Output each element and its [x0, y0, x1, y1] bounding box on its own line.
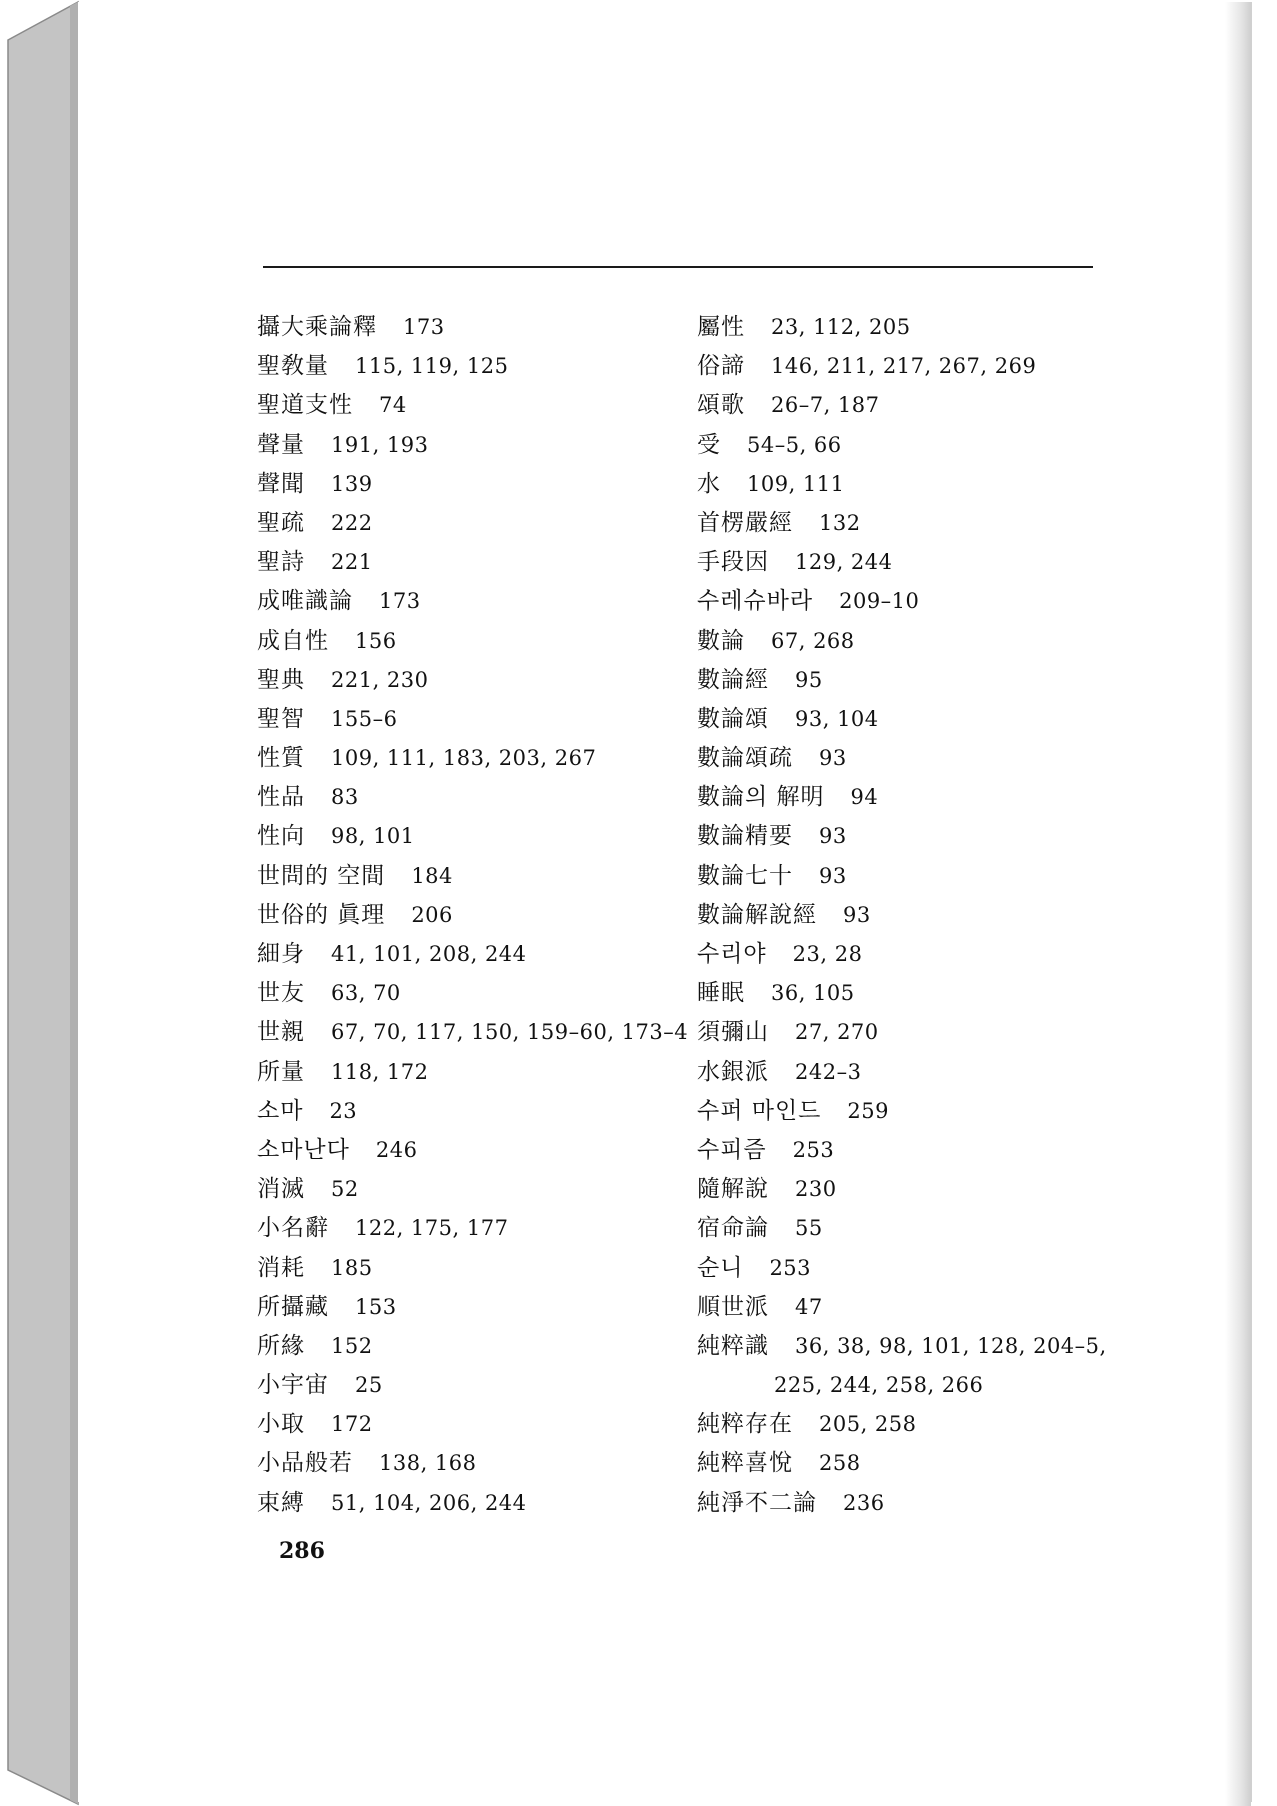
index-page-refs: 225, 244, 258, 266 — [774, 1373, 984, 1398]
index-page-refs: 118, 172 — [331, 1059, 429, 1084]
index-term: 手段因 — [697, 549, 769, 576]
index-page-refs: 63, 70 — [331, 981, 401, 1006]
index-entry — [697, 1013, 1117, 1052]
index-entry — [257, 386, 677, 425]
index-entry — [697, 582, 1117, 621]
index-page-refs: 236 — [843, 1490, 885, 1515]
index-page-refs: 152 — [331, 1333, 373, 1358]
index-entry — [257, 739, 677, 778]
index-entry — [697, 778, 1117, 817]
index-entry — [257, 347, 677, 386]
index-page-refs: 52 — [331, 1177, 359, 1202]
index-page-refs: 109, 111 — [747, 471, 845, 496]
index-page-refs: 83 — [331, 785, 359, 810]
page-number: 286 — [279, 1538, 325, 1564]
index-page-refs: 98, 101 — [331, 824, 415, 849]
index-term: 性品 — [257, 784, 305, 811]
index-page-refs: 23, 28 — [792, 942, 863, 966]
index-entry — [257, 974, 677, 1013]
index-page-refs: 94 — [850, 785, 879, 810]
index-entry — [697, 739, 1117, 778]
index-entry — [697, 1405, 1117, 1444]
index-term: 世俗的 眞理 — [257, 901, 386, 928]
index-entry — [257, 426, 677, 465]
index-term: 所攝藏 — [257, 1293, 329, 1320]
index-page-refs: 206 — [411, 902, 453, 927]
index-entry — [697, 1053, 1117, 1092]
index-term: 頌歌 — [697, 392, 745, 419]
index-term: 수레슈바라 — [697, 588, 814, 615]
index-entry — [697, 1131, 1117, 1170]
index-entry — [697, 1249, 1117, 1288]
index-page-refs: 93 — [819, 863, 847, 888]
index-entry — [697, 857, 1117, 896]
index-entry — [257, 1288, 677, 1327]
index-page-refs: 93, 104 — [795, 706, 879, 731]
index-page-refs: 26–7, 187 — [771, 393, 880, 418]
index-term: 小名辭 — [257, 1215, 329, 1242]
index-term: 須彌山 — [697, 1019, 769, 1046]
index-term: 所緣 — [257, 1332, 305, 1359]
index-term: 消耗 — [257, 1254, 305, 1281]
header-rule — [263, 266, 1093, 268]
index-entry — [257, 896, 677, 935]
index-entry — [697, 817, 1117, 856]
index-term: 聖智 — [257, 705, 305, 732]
index-term: 수피즘 — [697, 1136, 767, 1163]
index-entry — [697, 504, 1117, 543]
index-page-refs: 146, 211, 217, 267, 269 — [771, 354, 1037, 379]
index-entry — [257, 308, 677, 347]
index-entry — [697, 1092, 1117, 1131]
index-entry — [697, 661, 1117, 700]
index-term: 聖疏 — [257, 509, 305, 536]
index-term: 順世派 — [697, 1293, 769, 1320]
index-page-refs: 259 — [847, 1098, 889, 1123]
index-page-refs: 47 — [795, 1294, 823, 1319]
index-term: 聖典 — [257, 666, 305, 693]
index-page-refs: 23 — [329, 1098, 358, 1123]
index-page-refs: 93 — [843, 902, 871, 927]
index-page-refs: 25 — [355, 1373, 383, 1398]
index-entry — [697, 426, 1117, 465]
index-term: 數論解說經 — [697, 901, 817, 928]
index-entry — [257, 1405, 677, 1444]
index-term: 隨解說 — [697, 1176, 769, 1203]
index-page-refs: 115, 119, 125 — [355, 354, 509, 379]
index-entry — [697, 622, 1117, 661]
index-term: 聲聞 — [257, 470, 305, 497]
index-term: 細身 — [257, 941, 305, 967]
index-entry — [257, 1131, 677, 1170]
index-entry — [697, 1209, 1117, 1248]
index-term: 數論頌 — [697, 705, 769, 732]
index-term: 수리야 — [697, 941, 767, 967]
index-page-refs: 253 — [792, 1137, 835, 1162]
index-page-refs: 258 — [819, 1451, 861, 1476]
index-entry — [697, 896, 1117, 935]
index-page-refs: 67, 70, 117, 150, 159–60, 173–4 — [331, 1020, 689, 1045]
index-entry — [257, 465, 677, 504]
index-term: 屬性 — [697, 314, 745, 340]
index-entry — [697, 347, 1117, 386]
index-entry — [257, 700, 677, 739]
index-entry — [257, 1484, 677, 1523]
index-term: 束縛 — [257, 1489, 305, 1516]
index-page-refs: 54–5, 66 — [747, 432, 842, 457]
page-edge-shadow — [1225, 2, 1251, 1806]
index-term: 純粹存在 — [697, 1411, 793, 1438]
index-term: 世親 — [257, 1019, 305, 1046]
index-entry — [257, 1013, 689, 1052]
index-page-refs: 222 — [331, 510, 373, 535]
index-entry — [257, 1170, 677, 1209]
index-entry — [697, 543, 1117, 582]
index-page-refs: 173 — [379, 589, 421, 614]
index-page-refs: 221, 230 — [331, 667, 429, 692]
index-term: 聖詩 — [257, 549, 305, 576]
index-page-refs: 129, 244 — [795, 550, 893, 575]
index-page-refs: 95 — [795, 667, 823, 692]
index-entry — [257, 778, 677, 817]
index-page-refs: 156 — [355, 628, 397, 653]
index-term: 聖道支性 — [257, 392, 353, 419]
index-entry — [697, 700, 1117, 739]
index-page-refs: 93 — [819, 824, 847, 849]
index-page-refs: 23, 112, 205 — [771, 315, 911, 339]
index-page-refs: 139 — [331, 471, 373, 496]
index-entry — [697, 386, 1117, 425]
index-term: 世問的 空間 — [257, 862, 386, 889]
index-term: 純粹識 — [697, 1332, 769, 1359]
index-term: 수퍼 마인드 — [697, 1097, 822, 1124]
index-entry — [257, 1444, 677, 1483]
index-term: 首楞嚴經 — [697, 509, 793, 536]
index-entry — [697, 1444, 1117, 1483]
index-entry — [257, 504, 677, 543]
index-term: 消滅 — [257, 1176, 305, 1203]
index-term: 數論精要 — [697, 823, 793, 850]
index-term: 小宇宙 — [257, 1372, 329, 1399]
index-page-refs: 27, 270 — [795, 1020, 879, 1045]
index-entry — [257, 1092, 677, 1131]
index-term: 數論七十 — [697, 862, 793, 889]
index-term: 水 — [697, 470, 721, 497]
index-term: 世友 — [257, 980, 305, 1007]
index-entry — [697, 308, 1117, 347]
index-term: 純粹喜悅 — [697, 1450, 793, 1477]
index-term: 聖敎量 — [257, 353, 329, 380]
index-page-refs: 153 — [355, 1294, 397, 1319]
index-term: 순니 — [697, 1254, 744, 1281]
index-page-refs: 191, 193 — [331, 432, 429, 457]
index-term: 睡眠 — [697, 980, 745, 1007]
index-page-refs: 41, 101, 208, 244 — [331, 942, 527, 966]
index-term: 數論의 解明 — [697, 784, 825, 811]
index-term: 所量 — [257, 1058, 305, 1085]
index-term: 性向 — [257, 823, 305, 850]
index-entry — [697, 1366, 1117, 1405]
index-term: 數論 — [697, 627, 745, 654]
index-page-refs: 36, 105 — [771, 981, 855, 1006]
index-entry — [257, 1209, 677, 1248]
index-entry — [257, 543, 677, 582]
index-term: 純淨不二論 — [697, 1489, 817, 1516]
index-term: 攝大乘論釋 — [257, 314, 377, 340]
book-spine — [0, 0, 80, 1806]
index-column-left — [257, 308, 689, 1523]
index-page-refs: 185 — [331, 1255, 373, 1280]
index-term: 數論頌疏 — [697, 745, 793, 772]
index-entry — [257, 1249, 677, 1288]
index-term: 性質 — [257, 745, 305, 772]
index-entry — [697, 465, 1117, 504]
index-entry — [257, 1366, 677, 1405]
index-page-refs: 51, 104, 206, 244 — [331, 1490, 527, 1515]
index-page-refs: 184 — [411, 863, 453, 888]
index-term: 成自性 — [257, 627, 329, 654]
index-page-refs: 36, 38, 98, 101, 128, 204–5, — [795, 1333, 1107, 1358]
index-entry — [257, 622, 677, 661]
index-term: 俗諦 — [697, 353, 745, 380]
index-entry — [697, 1327, 1117, 1366]
index-term: 宿命論 — [697, 1215, 769, 1242]
index-term: 水銀派 — [697, 1058, 769, 1085]
index-term: 受 — [697, 431, 721, 458]
index-term: 소마 — [257, 1097, 304, 1124]
index-page-refs: 242–3 — [795, 1059, 862, 1084]
index-entry — [697, 1288, 1117, 1327]
index-term: 數論經 — [697, 666, 769, 693]
index-page-refs: 74 — [379, 393, 407, 418]
index-term: 小品般若 — [257, 1450, 353, 1477]
index-entry — [257, 817, 677, 856]
index-entry — [257, 1053, 677, 1092]
index-term: 小取 — [257, 1411, 305, 1438]
index-page-refs: 172 — [331, 1412, 373, 1437]
index-term: 소마난다 — [257, 1136, 350, 1163]
index-entry — [697, 974, 1117, 1013]
index-entry — [697, 1170, 1117, 1209]
index-entry — [257, 857, 677, 896]
index-page-refs: 138, 168 — [379, 1451, 477, 1476]
index-page-refs: 93 — [819, 746, 847, 771]
index-page-refs: 109, 111, 183, 203, 267 — [331, 746, 597, 771]
index-page-refs: 230 — [795, 1177, 837, 1202]
index-term: 成唯識論 — [257, 588, 353, 615]
index-entry — [697, 935, 1117, 974]
index-page-refs: 173 — [403, 315, 445, 339]
index-page-refs: 67, 268 — [771, 628, 855, 653]
index-page-refs: 253 — [769, 1255, 812, 1280]
index-entry — [257, 661, 677, 700]
index-page-refs: 246 — [375, 1137, 418, 1162]
index-page-refs: 205, 258 — [819, 1412, 917, 1437]
index-term: 聲量 — [257, 431, 305, 458]
index-page-refs: 209–10 — [839, 589, 920, 614]
index-entry — [257, 935, 677, 974]
index-entry — [257, 1327, 677, 1366]
index-entry — [257, 582, 677, 621]
index-column-right — [697, 308, 1117, 1523]
index-page-refs: 122, 175, 177 — [355, 1216, 509, 1241]
index-page-refs: 55 — [795, 1216, 823, 1241]
index-page-refs: 155–6 — [331, 706, 398, 731]
index-page-refs: 132 — [819, 510, 861, 535]
index-entry — [697, 1484, 1117, 1523]
index-page-refs: 221 — [331, 550, 373, 575]
